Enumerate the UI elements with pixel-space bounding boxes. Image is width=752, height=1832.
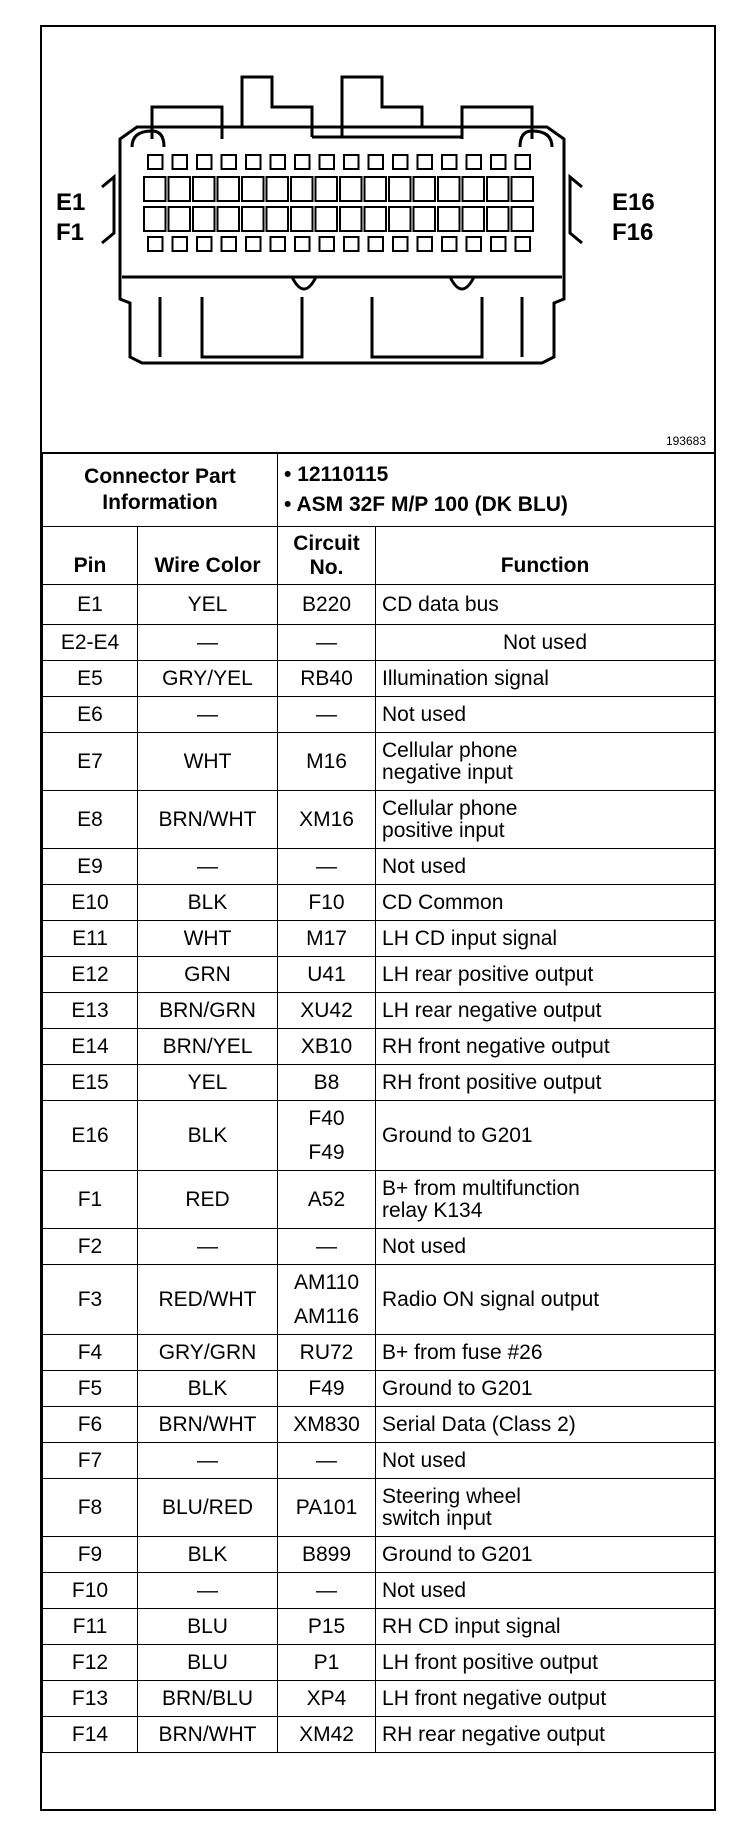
part-description: • ASM 32F M/P 100 (DK BLU) [284, 492, 568, 516]
function-text: CD Common [382, 890, 504, 914]
wire-color-cell: BRN/WHT [138, 1717, 278, 1753]
wire-color-cell: BLU [138, 1645, 278, 1681]
pin-top-slot [491, 155, 506, 169]
circuit-cell [278, 625, 376, 661]
circuit-number: — [316, 630, 338, 654]
pin-top-slot [418, 155, 433, 169]
cavity-e [218, 177, 240, 201]
circuit-cell [278, 1335, 376, 1371]
wire-color-cell: — [138, 697, 278, 733]
function-text: Not used [382, 1578, 467, 1602]
pin-top-slot [295, 155, 310, 169]
circuit-number: XB10 [300, 1034, 353, 1058]
function-cell [376, 1573, 715, 1609]
pin-cell: F12 [43, 1645, 138, 1681]
function-cell [376, 1101, 715, 1171]
table-row [43, 1443, 715, 1479]
circuit-cell [278, 1443, 376, 1479]
col-header-circuit: Circuit No. [278, 527, 376, 585]
pin-bottom-slot [491, 237, 506, 251]
column-header-row [43, 527, 715, 585]
wire-color-cell: GRY/YEL [138, 661, 278, 697]
wire-color-cell: BLK [138, 1371, 278, 1407]
circuit-cell [278, 661, 376, 697]
circuit-number: F49 [308, 1140, 345, 1164]
pin-cell: F4 [43, 1335, 138, 1371]
circuit-number: B220 [301, 592, 352, 616]
function-text: LH front positive output [382, 1650, 598, 1674]
table-row [43, 1717, 715, 1753]
pin-bottom-slot [197, 237, 212, 251]
wire-color-cell: WHT [138, 921, 278, 957]
pin-cell: F1 [43, 1171, 138, 1229]
table-row [43, 993, 715, 1029]
latch-left [152, 107, 222, 139]
circuit-cell [278, 733, 376, 791]
function-text: Not used [382, 1234, 467, 1258]
pin-cell: F3 [43, 1265, 138, 1335]
function-text: LH rear negative output [382, 998, 602, 1022]
bracket-right [570, 177, 582, 243]
function-cell [376, 849, 715, 885]
cavity-f [316, 207, 338, 231]
table-row [43, 1229, 715, 1265]
circuit-cell [278, 957, 376, 993]
circuit-number: P15 [307, 1614, 346, 1638]
function-text: positive input [382, 818, 505, 842]
pin-bottom-slot [320, 237, 335, 251]
circuit-cell [278, 1029, 376, 1065]
pin-cell: E14 [43, 1029, 138, 1065]
table-row [43, 1101, 715, 1171]
pin-bottom-slot [295, 237, 310, 251]
function-cell [376, 1537, 715, 1573]
circuit-number: — [316, 1448, 338, 1472]
pin-cell: E8 [43, 791, 138, 849]
pin-cell: E5 [43, 661, 138, 697]
circuit-cell [278, 849, 376, 885]
circuit-number: AM110 [294, 1270, 359, 1294]
table-row [43, 849, 715, 885]
circuit-cell [278, 1065, 376, 1101]
function-cell [376, 1443, 715, 1479]
circuit-number: A52 [307, 1187, 346, 1211]
cavity-e [291, 177, 313, 201]
circuit-number: F49 [308, 1376, 345, 1400]
function-cell [376, 1407, 715, 1443]
circuit-number: RB40 [300, 666, 353, 690]
function-text: relay K134 [382, 1198, 483, 1222]
function-text: RH front negative output [382, 1034, 610, 1058]
cavity-e [316, 177, 338, 201]
pin-top-slot [246, 155, 261, 169]
function-cell [376, 1029, 715, 1065]
wire-color-cell: — [138, 1443, 278, 1479]
cavity-e [487, 177, 509, 201]
wire-color-cell: WHT [138, 733, 278, 791]
pin-cell: F11 [43, 1609, 138, 1645]
circuit-cell [278, 1171, 376, 1229]
key-center-right [372, 297, 482, 357]
circuit-cell [278, 697, 376, 733]
table-row [43, 921, 715, 957]
circuit-number: M17 [306, 926, 347, 950]
function-cell [376, 1681, 715, 1717]
table-row [43, 957, 715, 993]
cavity-e [389, 177, 411, 201]
col-header-pin: Pin [43, 527, 138, 585]
pin-cell: F2 [43, 1229, 138, 1265]
table-row [43, 1609, 715, 1645]
cavity-f [193, 207, 215, 231]
wire-color-cell: BLK [138, 1537, 278, 1573]
wire-color-cell: YEL [138, 1065, 278, 1101]
pin-top-slot [516, 155, 531, 169]
label-f16: F16 [612, 219, 654, 246]
pin-cell: F13 [43, 1681, 138, 1717]
pin-bottom-slot [173, 237, 188, 251]
function-text: B+ from multifunction [382, 1176, 580, 1200]
cavity-f [414, 207, 436, 231]
pin-top-slot [197, 155, 212, 169]
function-text: LH front negative output [382, 1686, 607, 1710]
pin-cell: F9 [43, 1537, 138, 1573]
pin-bottom-slot [246, 237, 261, 251]
wire-color-cell: BRN/GRN [138, 993, 278, 1029]
cavity-e [267, 177, 289, 201]
function-text: RH rear negative output [382, 1722, 605, 1746]
notch-left [292, 277, 316, 289]
function-text: switch input [382, 1506, 492, 1530]
pin-top-slot [369, 155, 384, 169]
function-text: B+ from fuse #26 [382, 1340, 543, 1364]
pin-cell: F6 [43, 1407, 138, 1443]
connector-info-row [43, 453, 715, 527]
circuit-cell [278, 1101, 376, 1171]
circuit-cell [278, 1229, 376, 1265]
circuit-number: AM116 [294, 1304, 359, 1328]
circuit-cell [278, 1371, 376, 1407]
circuit-number: — [316, 854, 338, 878]
function-text: RH CD input signal [382, 1614, 561, 1638]
function-cell [376, 957, 715, 993]
pin-top-slot [442, 155, 457, 169]
function-text: Ground to G201 [382, 1542, 533, 1566]
cavity-f [242, 207, 264, 231]
corner-curve-right [520, 131, 552, 147]
part-number: • 12110115 [284, 462, 389, 486]
circuit-cell [278, 1681, 376, 1717]
pin-bottom-slot [393, 237, 408, 251]
function-text: Serial Data (Class 2) [382, 1412, 576, 1436]
connector-part-list [278, 453, 715, 527]
table-row [43, 1335, 715, 1371]
circuit-cell [278, 585, 376, 625]
bracket-left [102, 177, 114, 243]
cavity-e [414, 177, 436, 201]
table-row [43, 1537, 715, 1573]
wire-color-cell: BLU [138, 1609, 278, 1645]
wire-color-cell: BRN/WHT [138, 1407, 278, 1443]
cavity-f [340, 207, 362, 231]
pin-top-slot [148, 155, 163, 169]
circuit-number: XU42 [300, 998, 353, 1022]
table-row [43, 1265, 715, 1335]
table-row [43, 1065, 715, 1101]
pin-bottom-slot [467, 237, 482, 251]
function-cell [376, 1717, 715, 1753]
function-cell [376, 791, 715, 849]
notch-right [450, 277, 474, 289]
pin-cell: F14 [43, 1717, 138, 1753]
label-e1: E1 [56, 189, 86, 216]
pin-cell: F10 [43, 1573, 138, 1609]
function-text: Radio ON signal output [382, 1287, 600, 1311]
circuit-cell [278, 1573, 376, 1609]
table-row [43, 885, 715, 921]
wire-color-cell: — [138, 1573, 278, 1609]
wire-color-cell: GRN [138, 957, 278, 993]
pin-cell: E16 [43, 1101, 138, 1171]
function-text: LH rear positive output [382, 962, 594, 986]
function-text: Steering wheel [382, 1484, 521, 1508]
table-row [43, 661, 715, 697]
table-row [43, 733, 715, 791]
function-cell [376, 661, 715, 697]
circuit-cell [278, 1407, 376, 1443]
table-row [43, 1681, 715, 1717]
function-cell [376, 585, 715, 625]
pin-cell: E11 [43, 921, 138, 957]
pin-bottom-slot [442, 237, 457, 251]
circuit-cell [278, 1479, 376, 1537]
pin-bottom-slot [418, 237, 433, 251]
circuit-number: XM42 [299, 1722, 354, 1746]
function-cell [376, 1171, 715, 1229]
col-header-function: Function [376, 527, 715, 585]
cavity-f [463, 207, 485, 231]
pin-top-slot [271, 155, 286, 169]
label-e16: E16 [612, 189, 655, 216]
pin-cell: E9 [43, 849, 138, 885]
cavity-e [144, 177, 166, 201]
pin-cell: F7 [43, 1443, 138, 1479]
pin-top-slot [393, 155, 408, 169]
function-cell [376, 1479, 715, 1537]
cavity-f [267, 207, 289, 231]
corner-curve-left [132, 131, 164, 147]
wire-color-cell: BLK [138, 1101, 278, 1171]
wire-color-cell: GRY/GRN [138, 1335, 278, 1371]
circuit-cell [278, 1645, 376, 1681]
wire-color-cell: BLK [138, 885, 278, 921]
pin-top-slot [222, 155, 237, 169]
circuit-number: M16 [306, 749, 347, 773]
circuit-cell [278, 921, 376, 957]
circuit-number: F40 [308, 1106, 345, 1130]
circuit-number: XP4 [306, 1686, 347, 1710]
wire-color-cell: BRN/BLU [138, 1681, 278, 1717]
wire-color-cell: — [138, 849, 278, 885]
pin-cell: E12 [43, 957, 138, 993]
wire-color-cell: BRN/WHT [138, 791, 278, 849]
cavity-e [169, 177, 191, 201]
cavity-e [438, 177, 460, 201]
table-row [43, 1371, 715, 1407]
circuit-number: U41 [307, 962, 346, 986]
table-row [43, 1573, 715, 1609]
pin-cell: E2-E4 [43, 625, 138, 661]
pin-cell: F8 [43, 1479, 138, 1537]
circuit-number: F10 [308, 890, 345, 914]
figure-id: 193683 [665, 434, 706, 448]
pin-bottom-slot [369, 237, 384, 251]
table-row [43, 1407, 715, 1443]
pin-bottom-slot [222, 237, 237, 251]
function-cell [376, 1065, 715, 1101]
function-cell [376, 697, 715, 733]
function-text: Not used [382, 854, 467, 878]
wire-color-cell: — [138, 1229, 278, 1265]
pin-cell: E7 [43, 733, 138, 791]
function-cell [376, 993, 715, 1029]
circuit-cell [278, 1717, 376, 1753]
function-text: Not used [502, 630, 588, 654]
table-row [43, 697, 715, 733]
col-header-wire-color: Wire Color [138, 527, 278, 585]
wire-color-cell: RED [138, 1171, 278, 1229]
circuit-number: B899 [301, 1542, 352, 1566]
circuit-cell [278, 791, 376, 849]
function-cell [376, 733, 715, 791]
function-text: Not used [382, 702, 467, 726]
cavity-e [242, 177, 264, 201]
cavity-f [169, 207, 191, 231]
circuit-cell [278, 993, 376, 1029]
function-text: negative input [382, 760, 513, 784]
connector-sheet [40, 25, 716, 1811]
table-row [43, 1479, 715, 1537]
circuit-cell [278, 1265, 376, 1335]
circuit-cell [278, 1609, 376, 1645]
circuit-number: P1 [313, 1650, 340, 1674]
pin-cell: E10 [43, 885, 138, 921]
pin-top-slot [344, 155, 359, 169]
pin-cell: E13 [43, 993, 138, 1029]
latch-right [462, 107, 532, 139]
circuit-number: RU72 [299, 1340, 354, 1364]
function-text: Ground to G201 [382, 1123, 533, 1147]
pin-top-slot [173, 155, 188, 169]
cavity-f [365, 207, 387, 231]
cavity-e [512, 177, 534, 201]
circuit-number: — [316, 702, 338, 726]
function-cell [376, 1645, 715, 1681]
circuit-number: — [316, 1234, 338, 1258]
pinout-table [42, 452, 715, 1753]
function-cell [376, 625, 715, 661]
pin-bottom-slot [344, 237, 359, 251]
connector-info-header: Connector Part Information [43, 453, 278, 527]
function-text: CD data bus [382, 592, 499, 616]
function-cell [376, 1371, 715, 1407]
key-center-left [202, 297, 302, 357]
cavity-e [340, 177, 362, 201]
function-cell [376, 885, 715, 921]
circuit-number: XM830 [293, 1412, 360, 1436]
table-row [43, 625, 715, 661]
function-cell [376, 1609, 715, 1645]
wire-color-cell: — [138, 625, 278, 661]
table-row [43, 1029, 715, 1065]
pin-bottom-slot [271, 237, 286, 251]
cavity-e [365, 177, 387, 201]
wire-color-cell: BRN/YEL [138, 1029, 278, 1065]
circuit-number: B8 [313, 1070, 340, 1094]
circuit-number: — [316, 1578, 338, 1602]
table-row [43, 1171, 715, 1229]
function-cell [376, 1335, 715, 1371]
connector-diagram [42, 27, 714, 454]
pin-bottom-slot [148, 237, 163, 251]
function-text: Not used [382, 1448, 467, 1472]
pin-cell: E1 [43, 585, 138, 625]
table-row [43, 585, 715, 625]
label-f1: F1 [56, 219, 85, 246]
function-text: Cellular phone [382, 796, 518, 820]
function-text: RH front positive output [382, 1070, 602, 1094]
pin-top-slot [320, 155, 335, 169]
wire-color-cell: YEL [138, 585, 278, 625]
pin-cell: F5 [43, 1371, 138, 1407]
cavity-f [438, 207, 460, 231]
function-text: Ground to G201 [382, 1376, 533, 1400]
pin-bottom-slot [516, 237, 531, 251]
wire-color-cell: RED/WHT [138, 1265, 278, 1335]
cavity-f [144, 207, 166, 231]
function-text: Cellular phone [382, 738, 518, 762]
table-row [43, 791, 715, 849]
circuit-cell [278, 885, 376, 921]
circuit-number: PA101 [295, 1495, 358, 1519]
pin-cell: E6 [43, 697, 138, 733]
cavity-f [291, 207, 313, 231]
cavity-e [193, 177, 215, 201]
circuit-cell [278, 1537, 376, 1573]
cavity-f [218, 207, 240, 231]
pin-cell: E15 [43, 1065, 138, 1101]
table-row [43, 1645, 715, 1681]
cavity-f [389, 207, 411, 231]
function-cell [376, 921, 715, 957]
function-text: Illumination signal [382, 666, 549, 690]
function-cell [376, 1265, 715, 1335]
wire-color-cell: BLU/RED [138, 1479, 278, 1537]
function-cell [376, 1229, 715, 1265]
cavity-e [463, 177, 485, 201]
cavity-f [512, 207, 534, 231]
circuit-number: XM16 [299, 807, 354, 831]
cavity-f [487, 207, 509, 231]
function-text: LH CD input signal [382, 926, 558, 950]
pin-top-slot [467, 155, 482, 169]
